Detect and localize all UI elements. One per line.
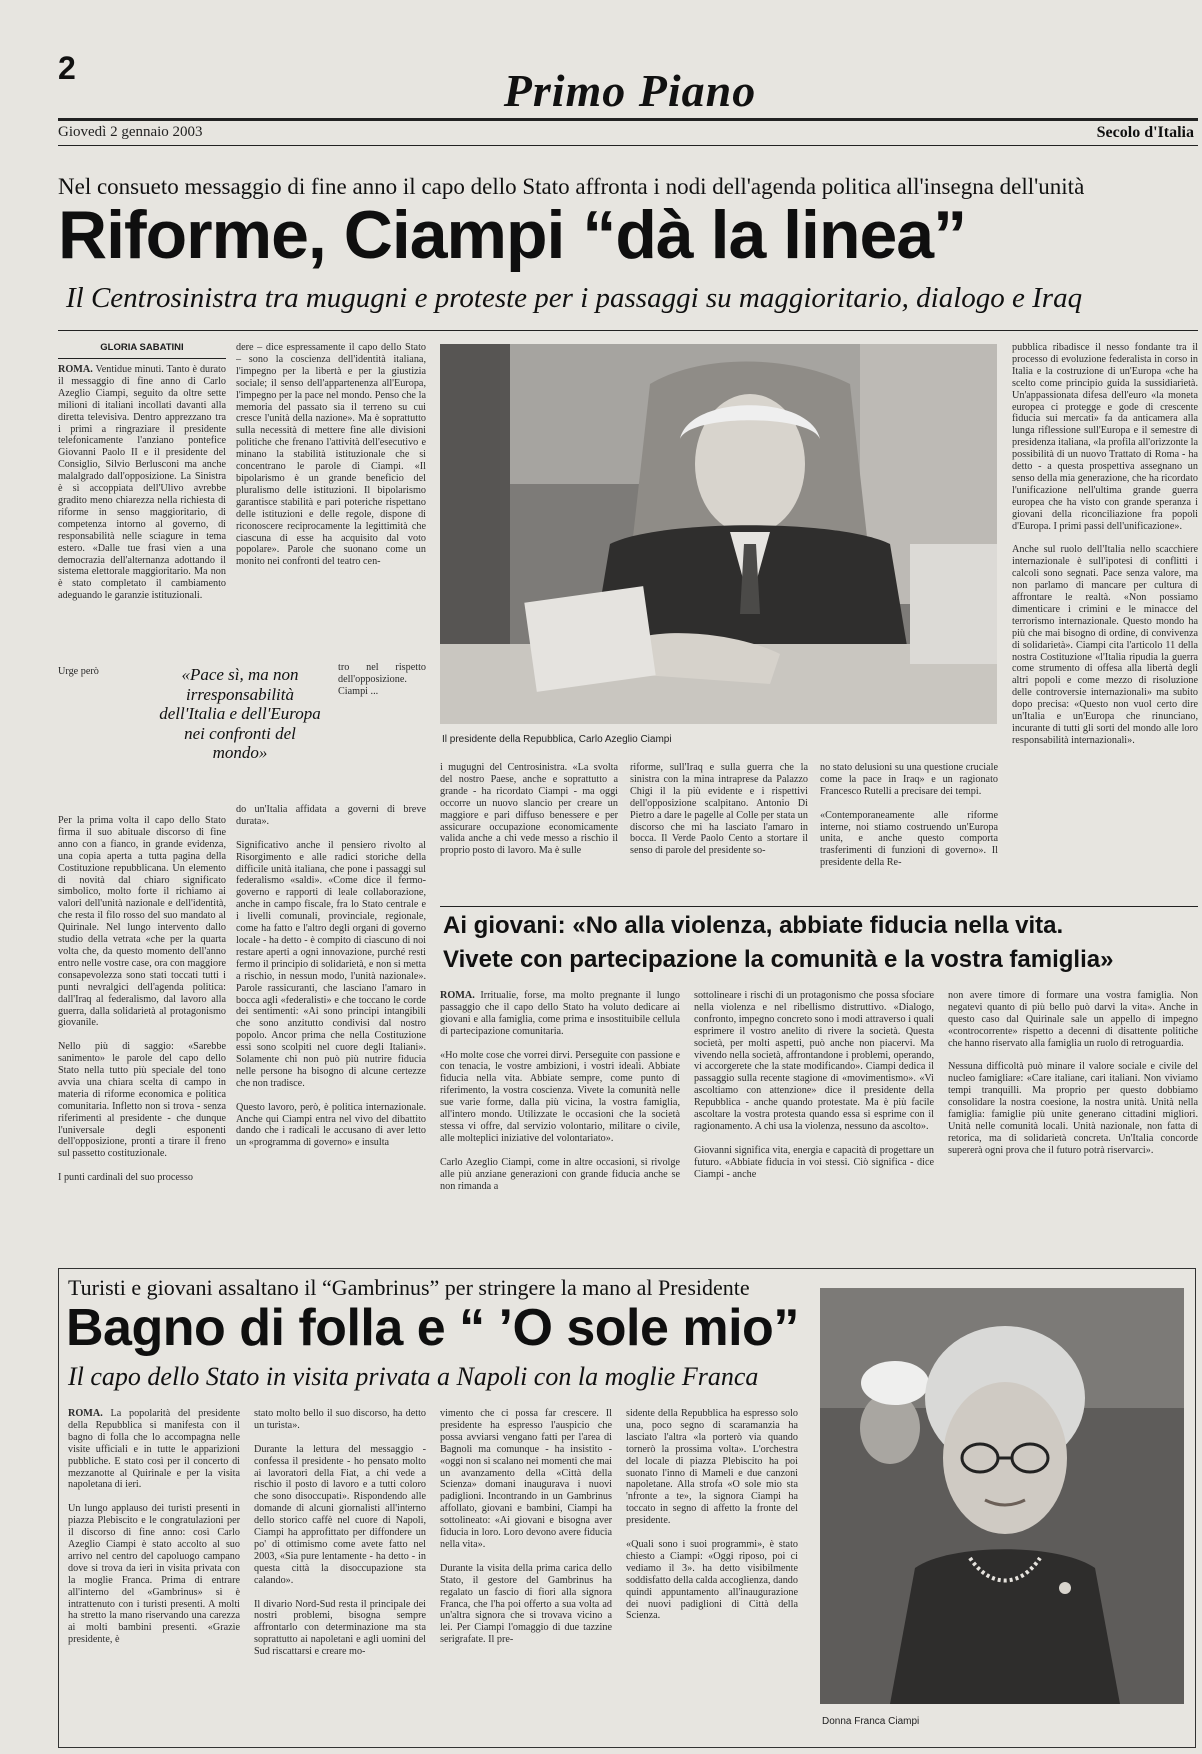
sidebar-headline-line2: Vivete con partecipazione la comunità e la vostra famiglia» (443, 946, 1114, 973)
sidebar-col1 (440, 990, 680, 1234)
newspaper-name: Secolo d'Italia (1096, 124, 1194, 141)
ciampi-photo-caption: Il presidente della Repubblica, Carlo Azeglio Ciampi (442, 734, 672, 745)
sidebar-rule-top (440, 906, 1198, 907)
byline-rule (58, 358, 226, 359)
main-col6 (1012, 342, 1198, 912)
franca-photo-caption: Donna Franca Ciampi (822, 1716, 920, 1727)
main-col2-bottom (236, 804, 426, 1232)
main-col4-text: riforme, sull'Iraq e sulla guerra che la sinistra con la mina intraprese da Palazzo Chigi il la più evidente e i rispettivi dell'opposizione scalpitano. Antonio Di Pietro a dare le pagelle al Colle per stata un discorso che mi ha lasciato l'amaro in bocca. Il Verde Paolo Cento a stortare il senso di parole del presidente so- (630, 762, 808, 857)
main-head-rule (58, 330, 1198, 331)
main-headline: Riforme, Ciampi “dà la linea” (58, 197, 967, 273)
bottom-col4-text: sidente della Repubblica ha espresso solo una, poco segno di scaramanzia ha lasciato l'altra «la porterò via quando tornerò la prossima volta». L'orchestra del locale di piazza Plebiscito ha poi suonato l'inno di Mameli e due canzoni napoletane. Alla strofa «O sole mio sta 'nfronte a te», la signora Ciampi ha toccato in segno di affetto la fronte del presidente. «Quali sono i suoi programmi», è stato chiesto a Ciampi: «Oggi riposo, poi ci vediamo il 3». ha detto visibilmente soddisfatto della calda accoglienza, dando quindi appuntamento all'inaugurazione dei nuovi padiglioni di Città della Scienza. (626, 1408, 798, 1622)
bottom-dateline: ROMA. (68, 1408, 103, 1419)
franca-photo-image (820, 1288, 1184, 1704)
byline: GLORIA SABATINI (100, 342, 184, 353)
main-col5 (820, 762, 998, 912)
main-col1-top (58, 364, 226, 664)
ciampi-photo-image (440, 344, 997, 724)
bottom-kicker: Turisti e giovani assaltano il “Gambrinus” per stringere la mano al Presidente (68, 1275, 750, 1300)
main-col2-wrap (338, 662, 426, 802)
main-col5-text: no stato delusioni su una questione cruciale come la pace in Iraq» e un ragionato Francesco Rutelli a precisare dei tempi. «Contemporaneamente alle riforme interne, noi stiamo costruendo un'Europa unita, e anche questo comporta trasferimenti di funzioni di governo». Il presidente della Re- (820, 762, 998, 869)
main-col4 (630, 762, 808, 912)
main-dateline: ROMA. (58, 364, 93, 375)
bottom-subheadline: Il capo dello Stato in visita privata a Napoli con la moglie Franca (68, 1362, 759, 1391)
bottom-col1 (68, 1408, 240, 1738)
main-col2-bottom-text: do un'Italia affidata a governi di breve durata». Significativo anche il pensiero rivolto al Risorgimento e alle radici storiche della difficile unità italiana, che pone i passaggi sul federalismo «saldi». «Come dice il fermo-governo e rapporti di leale collaborazione, anche in campo fiscale, fra lo Stato centrale e i livelli comunali, provinciale, regionale, come ha fatto e l'altro degli organi di governo locale - ha detto - è compito di ciascuno di noi restare aperti a ogni innovazione, purché resti fermo il principio di solidarietà, e non si metta a rischio, in nessun modo, l'unità nazionale». Parole rassicuranti, che lasciano l'amaro in bocca agli «federalisti» e che toccano le corde dei sentimenti: «Ai sono principi intangibili che sono anzitutto condivisi dal nostro popolo. Ancor prima che nella Costituzione essi sono scolpiti nel cuore degli Italiani». Solamente chi non può più nutrire fiducia nelle persone ha bisogno di alcune certezze che non tradisce. Questo lavoro, però, è politica internazionale. Anche qui Ciampi entra nel vivo del dibattito dando che i radicali le accusano di aver letto un «programma di governo» e insulta (236, 804, 426, 1149)
main-col6-text: pubblica ribadisce il nesso fondante tra il processo di evoluzione federalista in corso in Italia e la costruzione di un'Europa «che ha scelto come principio guida la sussidiarietà. Un'appassionata difesa dell'euro «la moneta europea ci protegge e gode di crescente fiducia sui mercati» fa da anticamera alla lunga riflessione sull'Europa e il semestre di presidenza italiana, «la profila all'orizzonte la possibilità di un nuovo Trattato di Roma - ha detto - a questa prospettiva assegnano un senso della mia generazione, che ha ricordato l'unificazione nell'ultima grande guerra europea che ha visto con grande speranza i giovani della riconciliazione fra popoli d'Europa. I primi passi dell'unificazione». Anche sul ruolo dell'Italia nello scacchiere internazionale è sull'ipotesi di conflitti i calcoli sono segnati. Pace senza valore, ma non parlamo di mancare per cultura di affrontare le realtà. «Non possiamo dimenticare i crimini e le minacce del terrorismo internazionale. Questo mondo ha più che mai bisogno di ordine, di convivenza di solidarietà». Ciampi cita l'articolo 11 della nostra Costituzione «l'Italia ripudia la guerra come strumento di offesa alla libertà degli altri popoli e come mezzo di risoluzione delle controversie internazionali» ma subito dopo precisa: «Questo non vuol certo dire un'Italia e un'Europa che rinunciano, incurante di tutti gli sorti del mondo alle loro responsabilità internazionali». (1012, 342, 1198, 746)
main-subheadline: Il Centrosinistra tra mugugni e proteste per i passaggi su maggioritario, dialogo e Iraq (66, 282, 1083, 314)
main-col2 (236, 342, 426, 660)
page-number: 2 (58, 50, 76, 86)
pull-quote: «Pace sì, ma non irresponsabilità dell'Italia e dell'Europa nei confronti del mondo» (159, 665, 321, 762)
sidebar-col2 (694, 990, 934, 1234)
ciampi-photo (440, 344, 997, 724)
sidebar-dateline: ROMA. (440, 990, 475, 1001)
bottom-col1-text: La popolarità del presidente della Repubblica si manifesta con il bagno di folla che lo accompagna nelle visite ufficiali e in tutte le apparizioni pubbliche. E stato così per il concerto di mezzanotte al Quirinale e per la visita napoletana di ieri. Un lungo applauso dei turisti presenti in piazza Plebiscito e le congratulazioni per il discorso di fine anno: così Carlo Azeglio Ciampi è stato accolto al suo arrivo nel centro del capoluogo campano dove si trova da ieri in visita privata con la moglie Franca. Prima di entrare all'interno del «Gambrinus» si è intrattenuto con i turisti presenti. A molti ha stretto la mano riservando una carezza ai molti bambini presenti. «Grazie presidente, è (68, 1408, 240, 1646)
sidebar-headline-line1: Ai giovani: «No alla violenza, abbiate fiducia nella vita. (443, 912, 1064, 939)
main-col3-text: i mugugni del Centrosinistra. «La svolta del nostro Paese, anche e soprattutto a grande - ha ricordato Ciampi - ma oggi occorre un nuovo slancio per creare un maggiore e pari diffuso benessere e per assicurare occupazione economicamente valida anche a chi vede messo a rischio il proprio posto di lavoro. Ma è sulle (440, 762, 618, 857)
issue-date: Giovedì 2 gennaio 2003 (58, 124, 203, 140)
masthead-rule-top (58, 118, 1198, 121)
bottom-col2-text: stato molto bello il suo discorso, ha detto un turista». Durante la lettura del messaggio - confessa il presidente - ho pensato molto ai lavoratori della Fiat, a chi vede a rischio il posto di lavoro e a tutti coloro che sono disoccupati». Rispondendo alle domande di alcuni giornalisti all'interno dello storico caffè nel cuore di Napoli, Ciampi ha approfittato per diffondere un po' di ottimismo come avete fatto nel 2003, «Sia pure lentamente - ha detto - in questa città la disoccupazione sta calando». Il divario Nord-Sud resta il principale dei nostri problemi, bisogna sempre affrontarlo con determinazione ma sta soprattutto ai napoletani e agli uomini del Sud riscattarsi e creare mo- (254, 1408, 426, 1658)
bottom-col2 (254, 1408, 426, 1738)
main-col2-text: dere – dice espressamente il capo dello Stato – sono la coscienza dell'identità italiana, l'impegno per la libertà e per la giustizia sociale; il senso dell'appartenenza all'Europa, l'impegno per la pace nel mondo. Penso che la memoria del passato sia il terreno su cui cresce l'unità della nazione». Ma è soprattutto sulla necessità di mettere fine alle divisioni politiche che frenano l'attività dell'esecutivo e minano la stabilità istituzionale che si concentrano le parole di Ciampi. «Il bipolarismo è un grande beneficio del pluralismo delle istituzioni. Il bipolarismo garantisce stabilità e pari poteriche rispettano delle istituzioni e delle regole, dispone di riconoscere reciprocamente la legittimità che ciascuna di esse ha acquisito dal voto popolare». Parole che suonano come un monito nei confronti del teatro cen- (236, 342, 426, 568)
masthead-rule-bottom (58, 145, 1198, 146)
sidebar-col2-text: sottolineare i rischi di un protagonismo che possa sfociare nella violenza e nel ribellismo distruttivo. «Dialogo, confronto, impegno concreto sono i modi attraverso i quali esprimere il vostro anelito di rivere la società. Questa società, per molti aspetti, può anche non piacervi. Ma vivendo nella società, affrontandone i problemi, operando, vi accorgerete che la state modificando». Ciampi dedica il passaggio sulla recente stagione di «movimentismo». «Vi ascoltiamo con attenzione» dice il presidente della Repubblica - anche quando protestate. Ma è più facile ascoltare la vostra protesta quando essa si esprime con il ragionamento. A chi usa la violenza, nessuno da ascolto». Giovanni significa vita, energia e capacità di progettare un futuro. «Abbiate fiducia in voi stessi. Ciò significa - dice Ciampi - anche (694, 990, 934, 1180)
main-col1-bottom (58, 815, 226, 1231)
sidebar-col3 (948, 990, 1198, 1234)
main-kicker: Nel consueto messaggio di fine anno il capo dello Stato affronta i nodi dell'agenda politica all'insegna dell'unità (58, 174, 1085, 199)
main-col3 (440, 762, 618, 912)
bottom-headline: Bagno di folla e “ ’O sole mio” (66, 1299, 799, 1357)
main-col1-top-text: Ventidue minuti. Tanto è durato il messaggio di fine anno di Carlo Azeglio Ciampi, seguito da oltre sette milioni di italiani incollati davanti alla diretta televisiva. Dentro apprezzano tra i primi a ringraziare il presidente telefonicamente l'anziano pontefice Giovanni Paolo II e il presidente del Consiglio, Silvio Berlusconi ma anche malalgrado dall'opposizione. La Sinistra è sì accoppiata dell'Ulivo avrebbe gradito meno chiarezza nella richiesta di riforme in senso maggioritario, di competenza intorno al governo, di responsabilità nelle sciagure in tema estero. «Dalle tue frasi vien a una democrazia dell'alternanza adottando il sistema elettorale maggioritario. Ma non è stato completato il cambiamento adeguando le garanzie istituzionali. (58, 364, 226, 602)
main-col2-wrap-text: tro nel rispetto dell'opposizione. Ciampi ... (338, 662, 426, 697)
main-col1-wrap (58, 666, 118, 816)
main-col1-wrap-text: Urge però (58, 666, 99, 677)
bottom-col4 (626, 1408, 798, 1738)
bottom-col3 (440, 1408, 612, 1738)
main-col1-bottom-text: Per la prima volta il capo dello Stato firma il suo abituale discorso di fine anno con a fianco, in grande evidenza, una copia aperta a tutta pagina della Costituzione repubblicana. Un elemento di novità dal chiaro significato simbolico, molto forte il richiamo ai valori dell'unità nazionale e dell'identità, che resta il filo rosso del suo mandato al Quirinale. Nel lungo intervento dallo studio della vetrata «che per la quarta volta che, da questo momento dell'anno entro nelle vostre case, ora con maggiore consapevolezza sono stati toccati tutti i punti nevralgici dell'agenda politica: dall'Iraq al federalismo, dal lavoro alla guerra, dalla solidarietà al protagonismo giovanile. Nello più di saggio: «Sarebbe sanimento» le parole del capo dello Stato nella tutto più speciale del tono avvia una chiara scelta di campo in materia di riforme economica e politica comunitaria. Infletto non si trova - senza riferimenti al presidente - che dunque l'universale degli esponenti dell'opposizione, pronti a tirare il freno sul passetto costituzionale. I punti cardinali del suo processo (58, 815, 226, 1184)
section-title: Primo Piano (503, 65, 757, 116)
franca-photo (820, 1288, 1184, 1704)
sidebar-col3-text: non avere timore di formare una vostra famiglia. Non negatevi quanto di più bello può darvi la vita». Anche in questo caso dal Quirinale sale un appello di impegno «controcorrente» rispetto a decenni di disattente politiche che hanno riservato alla famiglia un ruolo di retroguardia. Nessuna difficoltà può minare il valore sociale e civile del nucleo famigliare: «Care italiane, cari italiani. Non viviamo tempi tranquilli. Ma proprio per questo dobbiamo consolidare la nostra coesione, la nostra unità. Unità nella famiglia: famiglie più unite generano cittadini migliori. Unità nelle comunità locali. Unità nazionale, non fatta di retorica, ma di solidarietà concreta. Un'Italia concorde supererà ogni prova che il futuro potrà riservarci». (948, 990, 1198, 1156)
sidebar-col1-text: Irritualie, forse, ma molto pregnante il lungo passaggio che il capo dello Stato ha voluto dedicare ai giovani e alla famiglia, come prima e insostituibile cellula di partecipazione comunitaria. «Ho molte cose che vorrei dirvi. Perseguite con passione e con tenacia, le vostre ambizioni, i vostri ideali. Abbiate fiducia nella vita. Abbiate sempre, come punto di riferimento, la vostra coscienza. Vivete la comunità nelle sue varie forme, dalla più vicina, la vostra famiglia, all'intero mondo. Utilizzate le occasioni che la società stessa vi offre, dal servizio volontario, militare o civile, alle molteplici iniziative del volontariato». Carlo Azeglio Ciampi, come in altre occasioni, si rivolge alle più anziane generazioni con grande fiducia anche se non rimanda a (440, 990, 680, 1192)
bottom-col3-text: vimento che ci possa far crescere. Il presidente ha espresso l'auspicio che possa avviarsi vengano fatti per l'area di Bagnoli ma comunque - ha insistito - «oggi non si scalano nei momenti che mai un avanzamento della «Città della Scienza» domani inaugurava i nuovi padiglioni. Incontrando in un Gambrinus affollato, giovani e bambini, Ciampi ha sottolineato: «Ai giovani e bisogna aver fiducia in loro. Loro devono avere fiducia nella vita». Durante la visita della prima carica dello Stato, il gestore del Gambrinus ha regalato un fascio di fiori alla signora Franca, che l'ha poi offerto a sua volta ad un'altra signora che si trovava vicino a lei. Per Ciampi l'omaggio di due tazzine serigrafate. Il pre- (440, 1408, 612, 1646)
